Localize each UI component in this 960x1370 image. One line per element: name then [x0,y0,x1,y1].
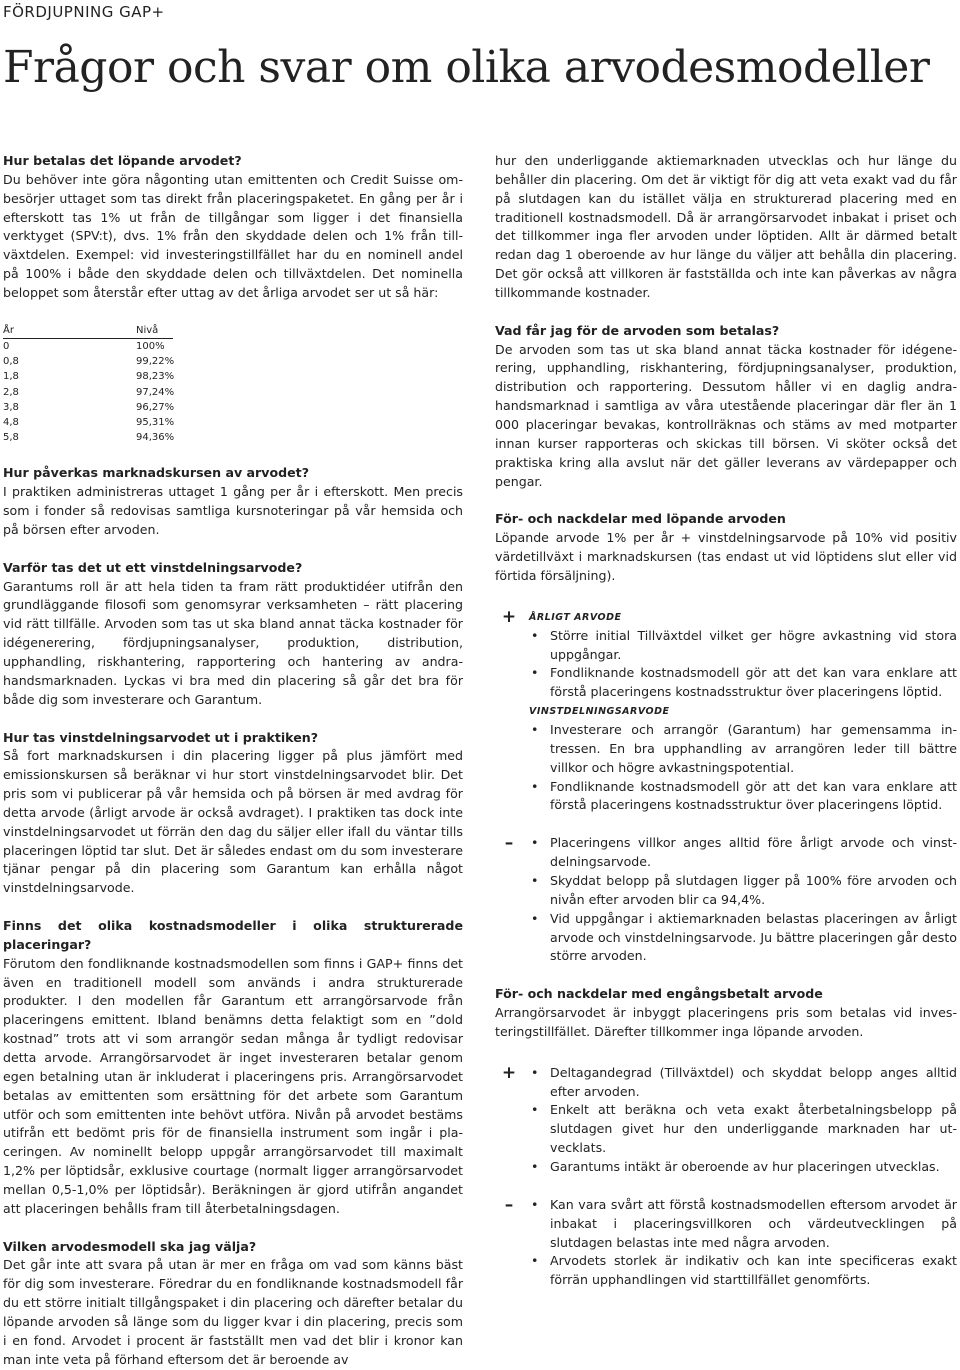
answer-paragraph: Så fort marknadskursen i din placering ligger på plus jämfört med emissionskursen så beräknar vi hur stort vinstdelningsarvodet blir. Det pris som vi publicerar på vår hemsida och på börsen är med avdrag för detta arvode (årligt arvode är också avdraget). I praktiken tas dock inte vinstdelningsarvodet ut förrän den dag du säljer eller ifall du väntar tills placeringen löptid tar slut. Det är således endast om du som investerare tjänar pengar på din placering som Garantum kan erhålla något vinstdelningsarvode. [3,748,463,896]
table-row [3,369,173,384]
section-kicker: FÖRDJUPNING GAP+ [3,3,165,21]
list-item: • Vid uppgångar i aktiemarknaden belastas placeringen av årligt arvode och vinstdelningsarvode. Ju bättre placeringen går desto större arvoden. [529,910,957,967]
minus-icon: – [504,1194,514,1215]
table-cell: 1,8 [3,371,19,383]
answer-paragraph: I praktiken administreras uttaget 1 gång per år i efterskott. Men precis som i fonder så redovisas samtliga kursnoteringar på vår hemsida och på börsen efter arvoden. [3,484,463,537]
table-cell: 0 [3,340,10,352]
answer-paragraph: De arvoden som tas ut ska bland annat täcka kostnader för idégenerering, upphandling, riskhantering, fördjupningsanalyser, produktion, distribution och rapportering. Dessutom håller vi en daglig andrahandsmarknad i samtliga av våra utestående placeringar där fler än 1 000 placeringar bevakas, kontrollräknas och stäms av med motparter innan kurser rapporteras och skickas till börsen. Vi sköter också det praktiska kring alla avslut när det gäller leverans av värdepapper och pengar. [495,341,957,489]
pros-cons-running-fee [495,608,957,967]
table-cell: 0,8 [3,356,19,368]
faq-section [3,1238,463,1370]
list-item: • Fondliknande kostnadsmodell gör att det kan vara enklare att förstå placeringens kostnadsstruktur över placeringens löptid. [529,778,957,816]
answer-paragraph: Förutom den fondliknande kostnadsmodellen som finns i GAP+ finns det även en traditionell modell som används i andra strukturerade produkter. I den modellen får Garantum ett arrangörsarvode från placeringens emittent. Ibland benämns detta felaktigt som en ”dold kostnad” trots att vi som arrangör sedan många år tydligt redovisar detta arvode. Arrangörsarvodet är inget investeraren betalar genom egen betalning utan är inkluderat i placeringens pris. Arrangörsarvodet betalas av emittenten som ersättning för det arbete som Garantum utför och som emittenten inte behövt utföra. Nivån på arvodet bestäms utifrån ett bedömt pris för de finansiella instrument som ingår i placeringen. Av nominellt belopp uppgår arrangörsarvodet till maximalt 1,2% per löptidsår, exklusive courtage (normalt ligger arrangörsarvodet mellan 0,5-1,0% per löptidsår). Beräkningen är gjord utifrån angandet att placeringen behålls fram till återbetalningsdagen. [3,955,463,1216]
list-item: • Placeringens villkor anges alltid före årligt arvode och vinstdelningsarvode. [529,834,957,872]
pros-list [529,1064,957,1177]
list-item: • Garantums intäkt är oberoende av hur placeringen utvecklas. [529,1158,957,1177]
question-heading: Hur påverkas marknadskursen av arvodet? [3,465,309,481]
table-cell: 4,8 [3,416,19,428]
table-row [3,339,173,354]
table-cell: 5,8 [3,432,19,444]
list-item: • Arvodets storlek är indikativ och kan inte specificeras exakt förrän upphandlingen vid starttillfället genomförts. [529,1252,957,1290]
answer-paragraph: Arrangörsarvodet är inbyggt placeringens pris som betalas vid investeringstillfället. Därefter tillkommer inga löpande arvoden. [495,1005,957,1039]
fee-level-table [3,323,173,446]
left-column [3,152,463,1370]
table-cell: 98,23% [136,371,175,383]
continued-paragraph: hur den underliggande aktiemarknaden utvecklas och hur länge du behåller din placering. Om det är viktigt för dig att veta exakt vad du får på slutdagen kan du istället välja en strukturerad placering med en traditionell kostnadsmodell. Då är arrangörsarvodet inbakat i priset och det tillkommer inga fler arvoden under löptiden. Allt är därmed betalt redan dag 1 oberoende av hur länge du väljer att behålla din placering. Det gör också att villkoren är fastställda och inte kan påverkas av några tillkommande kostnader. [495,153,957,300]
list-item: • Investerare och arrangör (Garantum) har gemensamma intressen. En bra upphandling av arrangören leder till bättre villkor och högre avkastningspotential. [529,721,957,778]
faq-section [495,510,957,585]
table-row [3,415,173,430]
table-header-year: År [3,324,14,336]
cons-block [495,834,957,966]
question-heading: Hur tas vinstdelningsarvodet ut i praktiken? [3,729,319,745]
question-heading: För- och nackdelar med löpande arvoden [495,511,786,527]
list-item: • Större initial Tillväxtdel vilket ger högre avkastning vid stora uppgångar. [529,627,957,665]
pros-block [495,1064,957,1177]
list-item: • Fondliknande kostnadsmodell gör att det kan vara enklare att förstå placeringens kostnadsstruktur över placeringens löptid. [529,664,957,702]
faq-section [3,464,463,539]
list-item: • Kan vara svårt att förstå kostnadsmodellen eftersom arvodet är inbakat i placeringsvillkoren och värdeutvecklingen på slutdagen belastas inte med några arvoden. [529,1196,957,1253]
faq-section [3,152,463,303]
table-cell: 96,27% [136,401,175,413]
table-row [3,385,173,400]
table-cell: 95,31% [136,416,175,428]
table-row [3,354,173,369]
faq-section [3,917,463,1219]
faq-section [495,322,957,492]
faq-section [495,985,957,1042]
question-heading: Hur betalas det löpande arvodet? [3,153,242,168]
question-heading: Vilken arvodesmodell ska jag välja? [3,1238,257,1254]
plus-icon: + [501,1062,517,1083]
table-header-level: Nivå [136,324,159,336]
pros-subheading: VINSTDELNINGSARVODE [529,706,670,718]
answer-paragraph: Det går inte att svara på utan är mer en fråga om vad som känns bäst för dig som investerare. Föredrar du en fondliknande kostnadsmodell får du ett större initialt tillgångspaket i din placering och därefter betalar du löpande arvoden så länge som du ligger kvar i din placering, precis som i en fond. Arvodet i procent är fastställt men vad det blir i kronor kan man inte veta på förhand eftersom det är beroende av [3,1257,463,1367]
table-row [3,400,173,415]
table-cell: 94,36% [136,432,175,444]
cons-list [529,1196,957,1290]
table-row [3,430,173,445]
list-item: • Skyddat belopp på slutdagen ligger på 100% före arvoden och nivån efter arvoden blir ca 94,4%. [529,872,957,910]
table-cell: 97,24% [136,386,175,398]
answer-paragraph: Garantums roll är att hela tiden ta fram rätt produktidéer utifrån den grundläggande filosofi som genomsyrar verksamheten – rätt placering vid rätt tillfälle. Arvoden som tas ut ska bland annat täcka kostnader för idégenerering, fördjupningsanalyser, produktion, distribution, upphandling, riskhantering, rapportering och hantering av andrahandsmarknaden. Lyckas vi bra med din placering så går det bra för både dig som investerare och Garantum. [3,578,463,707]
plus-icon: + [501,606,517,627]
right-column [495,152,957,1290]
page-title: Frågor och svar om olika arvodesmodeller [3,42,930,93]
answer-paragraph: Du behöver inte göra någonting utan emittenten och Credit Suisse ombesörjer uttaget som tas direkt från placeringspaketet. En gång per år i efterskott tas 1% ut från de tillgångar som ligger i det finansiella verktyget (SPV:t), dvs. 1% från den skyddade delen och 1% från tillväxtdelen. Exempel: vid investeringstillfället har du en nominell andel på 100% i både den skyddade delen och tillväxtdelen. Det nominella beloppet som återstår efter uttag av det årliga arvodet ser ut så här: [3,171,463,300]
question-heading: Vad får jag för de arvoden som betalas? [495,322,780,338]
table-cell: 99,22% [136,356,175,368]
table-cell: 2,8 [3,386,19,398]
cons-list [529,834,957,966]
table-header-row [3,323,173,339]
table-cell: 3,8 [3,401,19,413]
question-heading: Finns det olika kostnadsmodeller i olika strukturerade placeringar? [3,918,463,952]
pros-cons-upfront-fee [495,1064,957,1290]
pros-block [495,608,957,816]
pros-subheading: ÅRLIGT ARVODE [529,611,622,623]
table-cell: 100% [136,340,165,352]
question-heading: För- och nackdelar med engångsbetalt arvode [495,986,823,1002]
question-heading: Varför tas det ut ett vinstdelningsarvode? [3,559,303,575]
cons-block [495,1196,957,1290]
faq-section [3,729,463,899]
minus-icon: – [504,833,514,854]
list-item: • Enkelt att beräkna och veta exakt återbetalningsbelopp på slutdagen givet hur den underliggande marknaden har utvecklats. [529,1101,957,1158]
answer-paragraph: Löpande arvode 1% per år + vinstdelningsarvode på 10% vid positiv värdetillväxt i marknadskursen (tas endast ut vid löptidens slut eller vid förtida försäljning). [495,530,957,583]
list-item: • Deltagandegrad (Tillväxtdel) och skyddat belopp anges alltid efter arvoden. [529,1064,957,1102]
faq-section [3,559,463,710]
pros-list [529,721,957,815]
pros-list [529,627,957,702]
